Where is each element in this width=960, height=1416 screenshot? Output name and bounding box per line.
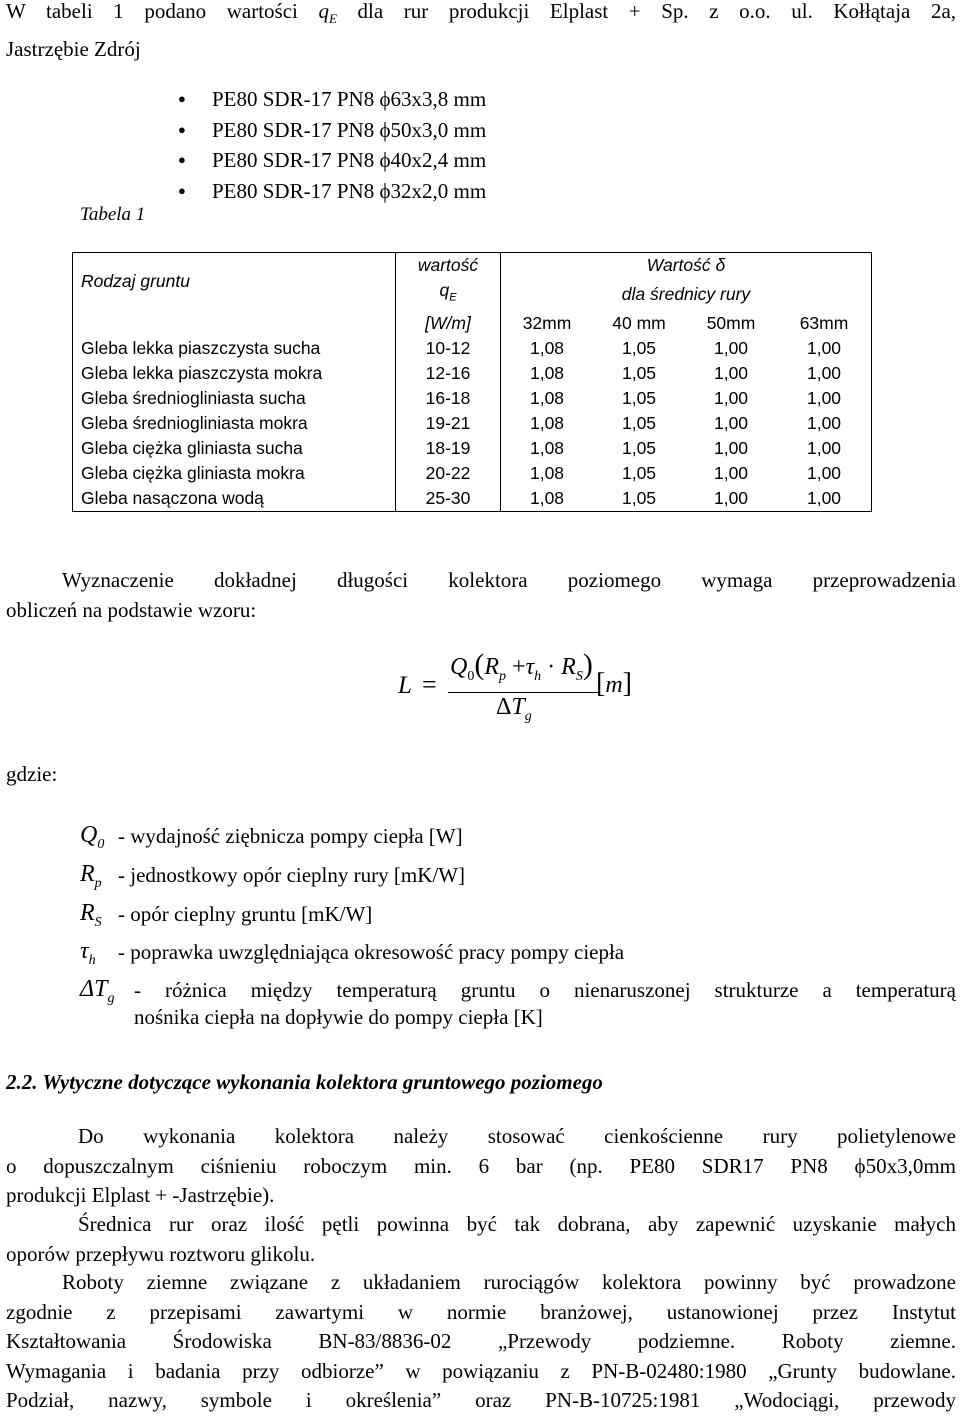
formula-numerator: $Q_0(R_p +\tau_h \cdot R_S)$ bbox=[450, 648, 593, 684]
cell-qe: 10-12 bbox=[396, 336, 501, 361]
cell-d32: 1,08 bbox=[501, 336, 594, 361]
paragraph-line: Średnica rur oraz ilość pętli powinna być tak dobrana, aby zapewnić uzyskanie małych bbox=[78, 1212, 956, 1236]
formula-lhs: L bbox=[398, 672, 412, 699]
formula-unit: [m] bbox=[596, 668, 632, 699]
length-formula bbox=[398, 646, 658, 746]
header-qe-mid: $q_E$ bbox=[396, 278, 501, 311]
cell-d40: 1,05 bbox=[621, 462, 657, 483]
paragraph-line: Podział, nazwy, symbole i określenia” oraz PN-B-10725:1981 „Wodociągi, przewody bbox=[6, 1388, 956, 1412]
paragraph-line: Wymagania i badania przy odbiorze” w powiązaniu z PN-B-02480:1980 „Grunty budowlane. bbox=[6, 1358, 956, 1383]
table-row bbox=[73, 461, 872, 486]
formula-fraction-bar bbox=[448, 692, 598, 693]
paragraph-line: Roboty ziemne związane z układaniem rurociągów kolektora powinny być prowadzone bbox=[62, 1270, 956, 1294]
cell-d63: 1,00 bbox=[806, 487, 842, 508]
formula-intro-line-1: Wyznaczenie dokładnej długości kolektora poziomego wymaga przeprowadzenia bbox=[62, 568, 956, 592]
cell-soil: Gleba lekka piaszczysta sucha bbox=[81, 337, 321, 358]
paragraph-2 bbox=[6, 1210, 956, 1269]
cell-d40: 1,05 bbox=[621, 437, 657, 458]
symbol-description: - opór cieplny gruntu [mK/W] bbox=[118, 902, 373, 926]
cell-d50: 1,00 bbox=[713, 487, 749, 508]
cell-qe: 19-21 bbox=[396, 411, 501, 436]
pipe-list-item: ● PE80 SDR-17 PN8 ϕ32x2,0 mm bbox=[178, 176, 486, 207]
cell-d40: 1,05 bbox=[621, 362, 657, 383]
cell-d50: 1,00 bbox=[713, 437, 749, 458]
intro-paragraph bbox=[6, 0, 956, 65]
paragraph-line: Do wykonania kolektora należy stosować cienkościenne rury polietylenowe bbox=[78, 1124, 956, 1148]
symbol: $R_p$ bbox=[80, 861, 102, 891]
symbol: $R_S$ bbox=[80, 900, 102, 930]
cell-soil: Gleba nasączona wodą bbox=[81, 487, 264, 508]
formula-denominator: $\Delta T_g$ bbox=[496, 694, 532, 724]
header-diameter: 32mm bbox=[501, 311, 594, 336]
cell-d50: 1,00 bbox=[713, 387, 749, 408]
paragraph-line: produkcji Elplast + -Jastrzębie). bbox=[6, 1183, 275, 1207]
symbol-description bbox=[134, 978, 956, 1030]
cell-d32: 1,08 bbox=[501, 436, 594, 461]
symbol-description-line-2: nośnika ciepła na dopływie do pompy ciepła [K] bbox=[134, 1005, 543, 1029]
pipe-list-item: ● PE80 SDR-17 PN8 ϕ50x3,0 mm bbox=[178, 115, 486, 146]
cell-d40: 1,05 bbox=[621, 387, 657, 408]
cell-d50: 1,00 bbox=[713, 462, 749, 483]
header-qe-top: wartość bbox=[396, 253, 501, 279]
cell-d50: 1,00 bbox=[713, 362, 749, 383]
table-caption: Tabela 1 bbox=[80, 204, 146, 225]
header-empty-cell bbox=[73, 311, 396, 336]
table-row bbox=[73, 436, 872, 461]
paragraph-line: o dopuszczalnym ciśnieniu roboczym min. 6 bar (np. PE80 SDR17 PN8 ϕ50x3,0mm bbox=[6, 1153, 956, 1178]
header-diameter: 50mm bbox=[706, 312, 756, 333]
paragraph-line: zgodnie z przepisami zawartymi w normie branżowej, ustanowionej przez Instytut bbox=[6, 1299, 956, 1324]
formula-equals: = bbox=[422, 670, 437, 699]
cell-d63: 1,00 bbox=[806, 387, 842, 408]
symbol-description: - wydajność ziębnicza pompy ciepła [W] bbox=[118, 824, 463, 848]
cell-qe: 18-19 bbox=[396, 436, 501, 461]
soil-table bbox=[72, 252, 872, 512]
intro-line-1 bbox=[6, 0, 956, 34]
intro-line-2: Jastrzębie Zdrój bbox=[6, 37, 141, 62]
cell-d50: 1,00 bbox=[713, 337, 749, 358]
qe-symbol: $q_E$ bbox=[318, 0, 337, 27]
paragraph-line: Kształtowania Środowiska BN-83/8836-02 „Przewody podziemne. Roboty ziemne. bbox=[6, 1329, 956, 1353]
table-row bbox=[73, 411, 872, 436]
cell-d63: 1,00 bbox=[806, 362, 842, 383]
cell-d50: 1,00 bbox=[713, 412, 749, 433]
formula-intro-paragraph bbox=[6, 566, 956, 625]
where-label: gdzie: bbox=[6, 762, 58, 786]
formula-intro-line-2: obliczeń na podstawie wzoru: bbox=[6, 597, 257, 622]
table-row bbox=[73, 486, 872, 512]
cell-d40: 1,05 bbox=[621, 337, 657, 358]
cell-d40: 1,05 bbox=[621, 487, 657, 508]
cell-d40: 1,05 bbox=[621, 412, 657, 433]
cell-soil: Gleba ciężka gliniasta sucha bbox=[81, 437, 303, 458]
header-diameter: 40 mm bbox=[612, 312, 666, 333]
cell-qe: 16-18 bbox=[396, 386, 501, 411]
table-row bbox=[73, 336, 872, 361]
cell-d32: 1,08 bbox=[501, 411, 594, 436]
header-qe-unit: [W/m] bbox=[396, 311, 501, 336]
paragraph-1 bbox=[6, 1122, 956, 1211]
section-heading: 2.2. Wytyczne dotyczące wykonania kolektora gruntowego poziomego bbox=[6, 1070, 603, 1094]
intro-text-before: W tabeli 1 podano wartości bbox=[6, 0, 298, 23]
symbol: $\Delta T_g$ bbox=[80, 976, 115, 1006]
intro-text-after: dla rur produkcji Elplast + Sp. z o.o. ul. Kołłątaja 2a, bbox=[357, 0, 957, 23]
paragraph-3 bbox=[6, 1268, 956, 1416]
pipe-list-item: ● PE80 SDR-17 PN8 ϕ63x3,8 mm bbox=[178, 84, 486, 115]
cell-soil: Gleba średniogliniasta mokra bbox=[81, 412, 308, 433]
pipe-list-item: ● PE80 SDR-17 PN8 ϕ40x2,4 mm bbox=[178, 145, 486, 176]
cell-qe: 12-16 bbox=[396, 361, 501, 386]
pipe-list bbox=[178, 84, 486, 206]
cell-soil: Gleba lekka piaszczysta mokra bbox=[81, 362, 323, 383]
table-row bbox=[73, 361, 872, 386]
cell-d63: 1,00 bbox=[806, 412, 842, 433]
cell-soil: Gleba ciężka gliniasta mokra bbox=[81, 462, 305, 483]
cell-soil: Gleba średniogliniasta sucha bbox=[81, 387, 306, 408]
symbol: $Q_0$ bbox=[80, 822, 105, 852]
symbol-description-line-1: - różnica między temperaturą gruntu o nienaruszonej strukturze a temperaturą bbox=[134, 978, 956, 1002]
cell-d32: 1,08 bbox=[501, 361, 594, 386]
cell-qe: 20-22 bbox=[396, 461, 501, 486]
header-diameter: 63mm bbox=[799, 312, 849, 333]
header-delta-mid: dla średnicy rury bbox=[501, 278, 872, 311]
table-row bbox=[73, 386, 872, 411]
cell-qe: 25-30 bbox=[396, 486, 501, 512]
cell-d32: 1,08 bbox=[501, 461, 594, 486]
cell-d32: 1,08 bbox=[501, 386, 594, 411]
symbol: $\tau_h$ bbox=[80, 938, 96, 968]
symbol-description: - jednostkowy opór cieplny rury [mK/W] bbox=[118, 863, 466, 887]
symbol-description: - poprawka uwzględniająca okresowość pracy pompy ciepła bbox=[118, 940, 625, 964]
cell-d32: 1,08 bbox=[501, 486, 594, 512]
cell-d63: 1,00 bbox=[806, 437, 842, 458]
cell-d63: 1,00 bbox=[806, 462, 842, 483]
cell-d63: 1,00 bbox=[806, 337, 842, 358]
header-delta-top: Wartość δ bbox=[501, 253, 872, 279]
header-soil-type: Rodzaj gruntu bbox=[81, 271, 190, 292]
paragraph-line: oporów przepływu roztworu glikolu. bbox=[6, 1241, 316, 1266]
